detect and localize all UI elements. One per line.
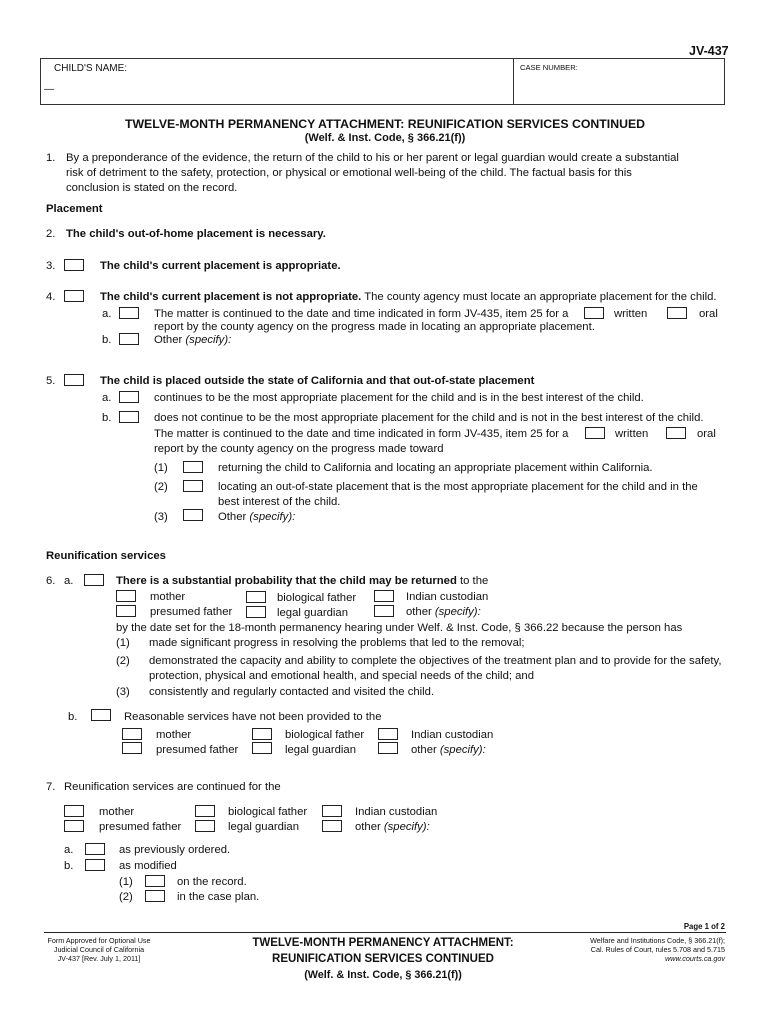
item6a-bold: There is a substantial probability that the child may be returned [116, 575, 457, 587]
item5b-oral-label: oral [697, 428, 716, 440]
item6a-p1-label: (1) [116, 637, 130, 649]
item4-checkbox[interactable] [64, 290, 84, 302]
item6b-presumed-label: presumed father [156, 744, 239, 756]
item6a-indian-checkbox[interactable] [374, 590, 394, 602]
item5b2-checkbox[interactable] [183, 480, 203, 492]
item5b3-label: (3) [154, 511, 168, 523]
item5b1-text: returning the child to California and locating an appropriate placement within California. [218, 462, 653, 474]
item7-text: Reunification services are continued for the [64, 781, 281, 793]
item5b-line3: report by the county agency on the progress made toward [154, 443, 444, 455]
item1-line1: By a preponderance of the evidence, the return of the child to his or her parent or legal guardian would create a substantial [66, 152, 679, 164]
item5b-oral-checkbox[interactable] [666, 427, 686, 439]
reunification-heading: Reunification services [46, 550, 166, 562]
item6a-p3-label: (3) [116, 686, 130, 698]
item5b2-label: (2) [154, 481, 168, 493]
item7-indian-checkbox[interactable] [322, 805, 342, 817]
item4a-oral-checkbox[interactable] [667, 307, 687, 319]
item6a-indian-label: Indian custodian [406, 591, 489, 603]
item6b-specify: (specify): [439, 744, 486, 756]
item4b-checkbox[interactable] [119, 333, 139, 345]
item7b2-checkbox[interactable] [145, 890, 165, 902]
item5b3-checkbox[interactable] [183, 509, 203, 521]
item6a-p1-text: made significant progress in resolving the problems that led to the removal; [149, 637, 525, 649]
item4a-written-label: written [614, 308, 648, 320]
item6a-text [116, 575, 488, 588]
item7-presumed-label: presumed father [99, 821, 182, 833]
item4-number: 4. [46, 291, 56, 303]
item6a-bio-father-checkbox[interactable] [246, 591, 266, 603]
item6b-other: other [411, 744, 437, 756]
item7a-label: a. [64, 844, 74, 856]
item7-indian-label: Indian custodian [355, 806, 438, 818]
page-title: TWELVE-MONTH PERMANENCY ATTACHMENT: REUNIFICATION SERVICES CONTINUED [124, 117, 646, 131]
item6b-text: Reasonable services have not been provided to the [124, 711, 382, 723]
item6a-other: other [406, 606, 432, 618]
item7a-text: as previously ordered. [119, 844, 231, 856]
item7b-text: as modified [119, 860, 177, 872]
item7b2-text: in the case plan. [177, 891, 260, 903]
item5b-line1: does not continue to be the most appropriate placement for the child and is not in the best interest of the child. [154, 412, 704, 424]
item4-rest: The county agency must locate an appropriate placement for the child. [364, 291, 717, 303]
item6b-label: b. [68, 711, 78, 723]
item5b-written-checkbox[interactable] [585, 427, 605, 439]
footer-left-3: JV-437 [Rev. July 1, 2011] [57, 954, 141, 963]
case-number-field[interactable] [516, 74, 721, 102]
item7-other-checkbox[interactable] [322, 820, 342, 832]
footer-title-2: REUNIFICATION SERVICES CONTINUED [272, 953, 494, 965]
item4a-line2: report by the county agency on the progress made in locating an appropriate placement. [154, 321, 595, 333]
page-subtitle: (Welf. & Inst. Code, § 366.21(f)) [304, 132, 466, 144]
footer-left-1: Form Approved for Optional Use [47, 936, 151, 945]
item4b-label: b. [102, 334, 112, 346]
item5a-label: a. [102, 392, 112, 404]
item6b-bio-father-checkbox[interactable] [252, 728, 272, 740]
footer-right-2: Cal. Rules of Court, rules 5.708 and 5.715 [590, 945, 725, 954]
item5b3-text [218, 511, 295, 524]
item6a-presumed-checkbox[interactable] [116, 605, 136, 617]
item7-specify: (specify): [383, 821, 430, 833]
item6a-p2-label: (2) [116, 655, 130, 667]
item6b-guardian-label: legal guardian [285, 744, 356, 756]
item5b2-line2: best interest of the child. [218, 496, 341, 508]
header-divider [513, 58, 514, 105]
item6b-indian-checkbox[interactable] [378, 728, 398, 740]
item5a-text: continues to be the most appropriate placement for the child and is in the best interest of the child. [154, 392, 644, 404]
item6b-other-checkbox[interactable] [378, 742, 398, 754]
footer-title-1: TWELVE-MONTH PERMANENCY ATTACHMENT: [252, 937, 514, 949]
item7-mother-checkbox[interactable] [64, 805, 84, 817]
item6a-other-text [406, 606, 481, 619]
item6a-label: a. [64, 575, 74, 587]
item6a-mother-label: mother [150, 591, 186, 603]
item6a-p2-line1: demonstrated the capacity and ability to complete the objectives of the treatment plan and to provide for the safety, [149, 655, 722, 667]
item5b-label: b. [102, 412, 112, 424]
item6a-specify: (specify): [434, 606, 481, 618]
item6b-other-text [411, 744, 486, 757]
item5b3-specify: (specify): [249, 511, 296, 523]
item6a-by-date: by the date set for the 18-month permanency hearing under Welf. & Inst. Code, § 366.22 because the person has [116, 622, 683, 634]
item6a-mother-checkbox[interactable] [116, 590, 136, 602]
case-number-label: CASE NUMBER: [520, 63, 578, 72]
item6b-bio-father-label: biological father [285, 729, 365, 741]
item6b-presumed-checkbox[interactable] [122, 742, 142, 754]
item4-bold: The child's current placement is not appropriate. [100, 291, 362, 303]
footer-rule [44, 932, 726, 933]
item5-text: The child is placed outside the state of California and that out-of-state placement [100, 375, 535, 387]
form-id: JV-437 [689, 44, 729, 58]
item6a-checkbox[interactable] [84, 574, 104, 586]
item6b-mother-label: mother [156, 729, 192, 741]
item7-bio-father-checkbox[interactable] [195, 805, 215, 817]
item6a-guardian-label: legal guardian [277, 607, 348, 619]
footer-right-1: Welfare and Institutions Code, § 366.21(f); [590, 936, 725, 945]
item5b1-checkbox[interactable] [183, 461, 203, 473]
childs-name-field[interactable]: — [44, 84, 54, 95]
item7b1-text: on the record. [177, 876, 247, 888]
item2-text: The child's out-of-home placement is necessary. [66, 228, 326, 240]
item6b-guardian-checkbox[interactable] [252, 742, 272, 754]
item6b-checkbox[interactable] [91, 709, 111, 721]
item7b1-label: (1) [119, 876, 133, 888]
item5-checkbox[interactable] [64, 374, 84, 386]
item4b-other: Other [154, 334, 183, 346]
item1-number: 1. [46, 152, 56, 164]
item7b2-label: (2) [119, 891, 133, 903]
item5b2-line1: locating an out-of-state placement that is the most appropriate placement for the child and in the [218, 481, 698, 493]
item7-other-text [355, 821, 430, 834]
item7-number: 7. [46, 781, 56, 793]
item6a-p3-text: consistently and regularly contacted and visited the child. [149, 686, 435, 698]
item1-line3: conclusion is stated on the record. [66, 182, 238, 194]
item2-number: 2. [46, 228, 56, 240]
footer-left-2: Judicial Council of California [53, 945, 145, 954]
item5b-line2: The matter is continued to the date and time indicated in form JV-435, item 25 for a [154, 428, 569, 440]
item6a-guardian-checkbox[interactable] [246, 606, 266, 618]
item7-bio-father-label: biological father [228, 806, 308, 818]
item7-guardian-label: legal guardian [228, 821, 299, 833]
item7-other: other [355, 821, 381, 833]
item7-presumed-checkbox[interactable] [64, 820, 84, 832]
item5b-written-label: written [615, 428, 649, 440]
item3-text: The child's current placement is appropriate. [100, 260, 341, 272]
item6a-bio-father-label: biological father [277, 592, 357, 604]
item6a-to: to the [460, 575, 489, 587]
item1-line2: risk of detriment to the safety, protection, or physical or emotional well-being of the child. The factual basis for this [66, 167, 632, 179]
item4a-checkbox[interactable] [119, 307, 139, 319]
item4a-label: a. [102, 308, 112, 320]
item4-text [100, 291, 717, 304]
footer-website-link[interactable]: www.courts.ca.gov [665, 954, 725, 963]
childs-name-label: CHILD'S NAME: [54, 63, 128, 74]
item6a-other-checkbox[interactable] [374, 605, 394, 617]
item7-guardian-checkbox[interactable] [195, 820, 215, 832]
footer-title-3: (Welf. & Inst. Code, § 366.21(f)) [304, 969, 462, 981]
item4b-specify: (specify): [185, 334, 232, 346]
item6a-presumed-label: presumed father [150, 606, 233, 618]
item6-number: 6. [46, 575, 56, 587]
item7b1-checkbox[interactable] [145, 875, 165, 887]
item4a-oral-label: oral [699, 308, 718, 320]
page-number: Page 1 of 2 [683, 922, 725, 931]
item6b-indian-label: Indian custodian [411, 729, 494, 741]
item3-checkbox[interactable] [64, 259, 84, 271]
item7b-checkbox[interactable] [85, 859, 105, 871]
item7-mother-label: mother [99, 806, 135, 818]
item5b1-label: (1) [154, 462, 168, 474]
placement-heading: Placement [46, 203, 103, 215]
item4b-text [154, 334, 231, 347]
item4a-written-checkbox[interactable] [584, 307, 604, 319]
item7b-label: b. [64, 860, 74, 872]
item3-number: 3. [46, 260, 56, 272]
item4a-line1: The matter is continued to the date and time indicated in form JV-435, item 25 for a [154, 308, 569, 320]
item5-number: 5. [46, 375, 56, 387]
item7a-checkbox[interactable] [85, 843, 105, 855]
item5a-checkbox[interactable] [119, 391, 139, 403]
item5b3-other: Other [218, 511, 247, 523]
item6a-p2-line2: protection, physical and emotional health, and special needs of the child; and [149, 670, 534, 682]
item6b-mother-checkbox[interactable] [122, 728, 142, 740]
item5b-checkbox[interactable] [119, 411, 139, 423]
